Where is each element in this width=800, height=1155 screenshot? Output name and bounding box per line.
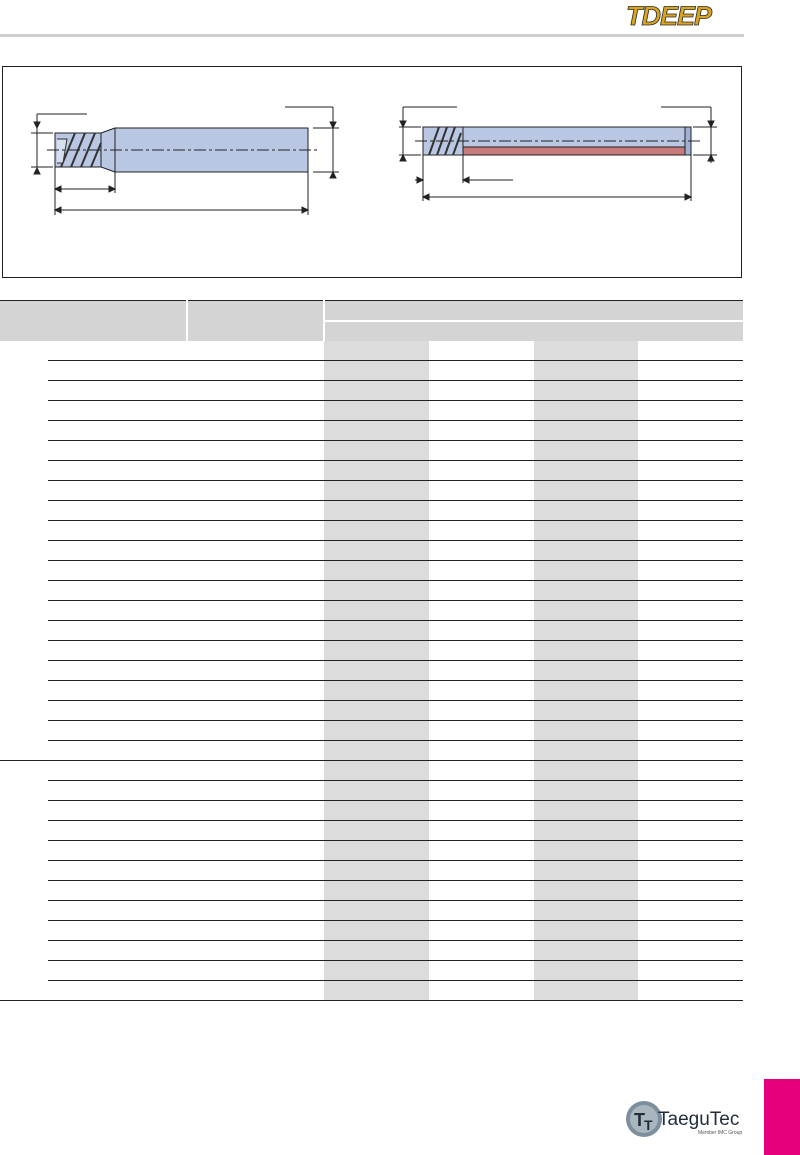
table-cell <box>187 461 324 481</box>
table-cell <box>324 921 429 941</box>
table-cell <box>0 961 48 981</box>
table-cell <box>187 361 324 381</box>
table-cell <box>324 581 429 601</box>
header-rule <box>0 34 744 37</box>
table-cell <box>429 641 534 661</box>
table-cell <box>0 501 48 521</box>
table-cell <box>638 501 743 521</box>
table-cell <box>324 681 429 701</box>
table-cell <box>534 701 638 721</box>
table-cell <box>638 681 743 701</box>
table-cell <box>534 981 638 1001</box>
table-cell <box>0 841 48 861</box>
table-cell <box>0 541 48 561</box>
table-cell <box>187 881 324 901</box>
table-cell <box>534 781 638 801</box>
table-cell <box>638 561 743 581</box>
table-cell <box>0 521 48 541</box>
table-cell <box>187 561 324 581</box>
table-row <box>0 501 743 521</box>
table-row <box>0 461 743 481</box>
table-cell <box>48 361 187 381</box>
table-cell <box>534 581 638 601</box>
table-cell <box>0 921 48 941</box>
table-cell <box>48 741 187 761</box>
table-cell <box>324 741 429 761</box>
table-cell <box>0 881 48 901</box>
table-cell <box>638 941 743 961</box>
table-cell <box>0 981 48 1001</box>
table-cell <box>534 901 638 921</box>
table-cell <box>429 661 534 681</box>
table-cell <box>534 681 638 701</box>
table-cell <box>638 761 743 781</box>
table-cell <box>324 621 429 641</box>
table-cell <box>534 361 638 381</box>
table-cell <box>429 481 534 501</box>
table-cell <box>324 541 429 561</box>
section-tab <box>764 1079 800 1155</box>
table-cell <box>324 341 429 361</box>
table-row <box>0 661 743 681</box>
table-cell <box>534 741 638 761</box>
table-cell <box>534 861 638 881</box>
table-row <box>0 381 743 401</box>
table-cell <box>187 681 324 701</box>
table-cell <box>638 421 743 441</box>
table-cell <box>187 501 324 521</box>
table-cell <box>534 601 638 621</box>
table-cell <box>638 981 743 1001</box>
table-cell <box>638 541 743 561</box>
table-cell <box>638 621 743 641</box>
table-cell <box>0 821 48 841</box>
table-cell <box>324 441 429 461</box>
table-row <box>0 361 743 381</box>
table-cell <box>429 361 534 381</box>
table-cell <box>638 361 743 381</box>
table-cell <box>187 781 324 801</box>
table-row <box>0 981 743 1001</box>
table-cell <box>48 861 187 881</box>
table-cell <box>638 441 743 461</box>
table-cell <box>429 501 534 521</box>
table-cell <box>429 561 534 581</box>
table-cell <box>429 461 534 481</box>
table-cell <box>429 981 534 1001</box>
table-row <box>0 341 743 361</box>
table-cell <box>187 861 324 881</box>
table-cell <box>429 381 534 401</box>
table-row <box>0 761 743 781</box>
table-cell <box>429 901 534 921</box>
svg-text:T: T <box>634 1110 645 1130</box>
table-cell <box>48 601 187 621</box>
table-cell <box>534 921 638 941</box>
table-cell <box>48 661 187 681</box>
table-cell <box>48 761 187 781</box>
table-cell <box>0 701 48 721</box>
table-cell <box>324 601 429 621</box>
header-group <box>324 301 743 322</box>
table-cell <box>187 721 324 741</box>
table-cell <box>429 681 534 701</box>
table-cell <box>429 881 534 901</box>
table-cell <box>48 541 187 561</box>
table-cell <box>48 341 187 361</box>
table-cell <box>534 621 638 641</box>
table-cell <box>429 401 534 421</box>
table-cell <box>324 561 429 581</box>
table-cell <box>324 881 429 901</box>
table-cell <box>48 641 187 661</box>
table-cell <box>48 701 187 721</box>
table-cell <box>638 601 743 621</box>
table-cell <box>0 801 48 821</box>
table-cell <box>534 761 638 781</box>
table-cell <box>48 421 187 441</box>
table-cell <box>324 721 429 741</box>
table-cell <box>638 481 743 501</box>
table-cell <box>429 421 534 441</box>
table-cell <box>638 741 743 761</box>
table-cell <box>187 941 324 961</box>
table-cell <box>534 961 638 981</box>
table-row <box>0 681 743 701</box>
table-cell <box>48 921 187 941</box>
table-cell <box>534 341 638 361</box>
table-cell <box>187 481 324 501</box>
table-row <box>0 861 743 881</box>
table-cell <box>429 761 534 781</box>
table-cell <box>638 801 743 821</box>
table-cell <box>187 981 324 1001</box>
table-cell <box>429 941 534 961</box>
table-cell <box>534 561 638 581</box>
table-cell <box>534 541 638 561</box>
table-cell <box>187 821 324 841</box>
table-cell <box>429 441 534 461</box>
table-cell <box>534 881 638 901</box>
table-cell <box>0 721 48 741</box>
table-cell <box>187 961 324 981</box>
table-row <box>0 741 743 761</box>
table-cell <box>0 901 48 921</box>
table-cell <box>429 821 534 841</box>
table-row <box>0 621 743 641</box>
table-cell <box>0 401 48 421</box>
table-cell <box>0 421 48 441</box>
table-cell <box>48 781 187 801</box>
table-cell <box>48 981 187 1001</box>
table-cell <box>187 621 324 641</box>
table-cell <box>187 801 324 821</box>
table-cell <box>324 641 429 661</box>
table-cell <box>429 801 534 821</box>
table-cell <box>48 481 187 501</box>
table-cell <box>187 661 324 681</box>
table-row <box>0 561 743 581</box>
table-row <box>0 701 743 721</box>
table-cell <box>187 901 324 921</box>
table-cell <box>534 401 638 421</box>
table-cell <box>429 581 534 601</box>
table-cell <box>48 681 187 701</box>
table-cell <box>534 521 638 541</box>
table-cell <box>48 901 187 921</box>
table-cell <box>638 381 743 401</box>
table-cell <box>534 481 638 501</box>
table-cell <box>48 881 187 901</box>
table-cell <box>187 841 324 861</box>
table-cell <box>534 661 638 681</box>
table-cell <box>429 781 534 801</box>
table-row <box>0 941 743 961</box>
table-cell <box>638 401 743 421</box>
table-cell <box>324 521 429 541</box>
table-cell <box>324 461 429 481</box>
table-cell <box>638 921 743 941</box>
table-row <box>0 401 743 421</box>
table-cell <box>638 861 743 881</box>
table-cell <box>638 901 743 921</box>
table-cell <box>324 941 429 961</box>
table-cell <box>48 441 187 461</box>
table-row <box>0 521 743 541</box>
tdeep-logo <box>624 0 746 32</box>
header-subgroup <box>324 321 743 341</box>
taegutec-wordmark: TaeguTec <box>658 1109 740 1130</box>
table-row <box>0 901 743 921</box>
table-cell <box>0 741 48 761</box>
table-cell <box>324 361 429 381</box>
table-cell <box>638 521 743 541</box>
table-cell <box>534 721 638 741</box>
table-cell <box>187 581 324 601</box>
table-cell <box>48 381 187 401</box>
table-cell <box>429 701 534 721</box>
table-cell <box>429 601 534 621</box>
table-cell <box>48 501 187 521</box>
table-cell <box>534 801 638 821</box>
table-cell <box>324 901 429 921</box>
table-row <box>0 541 743 561</box>
table-cell <box>638 961 743 981</box>
table-cell <box>187 541 324 561</box>
table-cell <box>48 581 187 601</box>
table-cell <box>187 421 324 441</box>
table-cell <box>48 821 187 841</box>
table-cell <box>0 361 48 381</box>
table-cell <box>324 981 429 1001</box>
spec-table <box>0 300 743 1001</box>
table-cell <box>0 661 48 681</box>
table-cell <box>187 921 324 941</box>
table-cell <box>187 381 324 401</box>
table-cell <box>0 581 48 601</box>
table-cell <box>187 761 324 781</box>
table-cell <box>0 441 48 461</box>
table-cell <box>534 941 638 961</box>
table-cell <box>0 861 48 881</box>
table-row <box>0 641 743 661</box>
table-cell <box>324 661 429 681</box>
table-cell <box>534 441 638 461</box>
table-cell <box>638 341 743 361</box>
table-cell <box>187 741 324 761</box>
table-cell <box>638 841 743 861</box>
table-cell <box>187 401 324 421</box>
table-cell <box>429 841 534 861</box>
table-cell <box>534 381 638 401</box>
table-cell <box>429 921 534 941</box>
table-cell <box>48 461 187 481</box>
table-row <box>0 481 743 501</box>
table-row <box>0 441 743 461</box>
table-cell <box>638 781 743 801</box>
table-row <box>0 801 743 821</box>
table-header-row-1 <box>0 301 743 322</box>
table-cell <box>534 841 638 861</box>
table-cell <box>638 881 743 901</box>
table-cell <box>187 701 324 721</box>
table-cell <box>324 961 429 981</box>
table-cell <box>324 501 429 521</box>
taegutec-logo <box>624 1096 748 1142</box>
table-row <box>0 781 743 801</box>
table-cell <box>324 861 429 881</box>
end-mill-long-shank <box>399 107 717 201</box>
table-cell <box>534 501 638 521</box>
table-cell <box>429 621 534 641</box>
table-cell <box>0 461 48 481</box>
table-cell <box>324 781 429 801</box>
tool-drawings <box>3 67 743 279</box>
table-cell <box>0 341 48 361</box>
table-cell <box>48 801 187 821</box>
table-row <box>0 721 743 741</box>
table-cell <box>324 761 429 781</box>
table-cell <box>0 681 48 701</box>
table-cell <box>324 381 429 401</box>
table-cell <box>187 641 324 661</box>
table-cell <box>187 521 324 541</box>
table-cell <box>0 381 48 401</box>
table-cell <box>187 601 324 621</box>
table-cell <box>48 521 187 541</box>
table-cell <box>324 841 429 861</box>
table-cell <box>0 641 48 661</box>
table-cell <box>48 941 187 961</box>
table-cell <box>48 841 187 861</box>
table-cell <box>0 561 48 581</box>
table-cell <box>0 941 48 961</box>
table-cell <box>324 401 429 421</box>
table-cell <box>638 721 743 741</box>
table-cell <box>48 401 187 421</box>
table-row <box>0 841 743 861</box>
table-cell <box>0 621 48 641</box>
table-cell <box>324 821 429 841</box>
table-cell <box>638 641 743 661</box>
table-cell <box>429 961 534 981</box>
table-cell <box>48 721 187 741</box>
table-cell <box>48 621 187 641</box>
table-cell <box>0 761 48 781</box>
table-cell <box>0 601 48 621</box>
table-cell <box>0 781 48 801</box>
svg-text:T: T <box>644 1117 653 1133</box>
table-cell <box>324 701 429 721</box>
table-cell <box>429 861 534 881</box>
table-cell <box>638 821 743 841</box>
table-cell <box>429 741 534 761</box>
table-cell <box>48 561 187 581</box>
table-row <box>0 961 743 981</box>
table-cell <box>534 821 638 841</box>
header-designation <box>0 301 187 342</box>
table-cell <box>324 801 429 821</box>
table-cell <box>638 461 743 481</box>
table-row <box>0 821 743 841</box>
table-cell <box>534 461 638 481</box>
header-sub <box>187 301 324 342</box>
table-row <box>0 581 743 601</box>
table-row <box>0 601 743 621</box>
table-cell <box>638 661 743 681</box>
table-row <box>0 921 743 941</box>
table-cell <box>0 481 48 501</box>
table-cell <box>187 441 324 461</box>
table-cell <box>638 581 743 601</box>
table-cell <box>324 421 429 441</box>
table-cell <box>638 701 743 721</box>
drawing-frame <box>2 66 742 278</box>
table-cell <box>187 341 324 361</box>
table-cell <box>429 341 534 361</box>
taegutec-tagline: Member IMC Group <box>698 1130 743 1136</box>
table-row <box>0 881 743 901</box>
table-cell <box>429 721 534 741</box>
table-cell <box>534 421 638 441</box>
table-cell <box>324 481 429 501</box>
table-cell <box>429 541 534 561</box>
table-row <box>0 421 743 441</box>
tdeep-logo-text: TDEEP <box>626 1 712 31</box>
end-mill-short-shank <box>31 107 339 215</box>
table-cell <box>534 641 638 661</box>
table-cell <box>48 961 187 981</box>
table-cell <box>429 521 534 541</box>
